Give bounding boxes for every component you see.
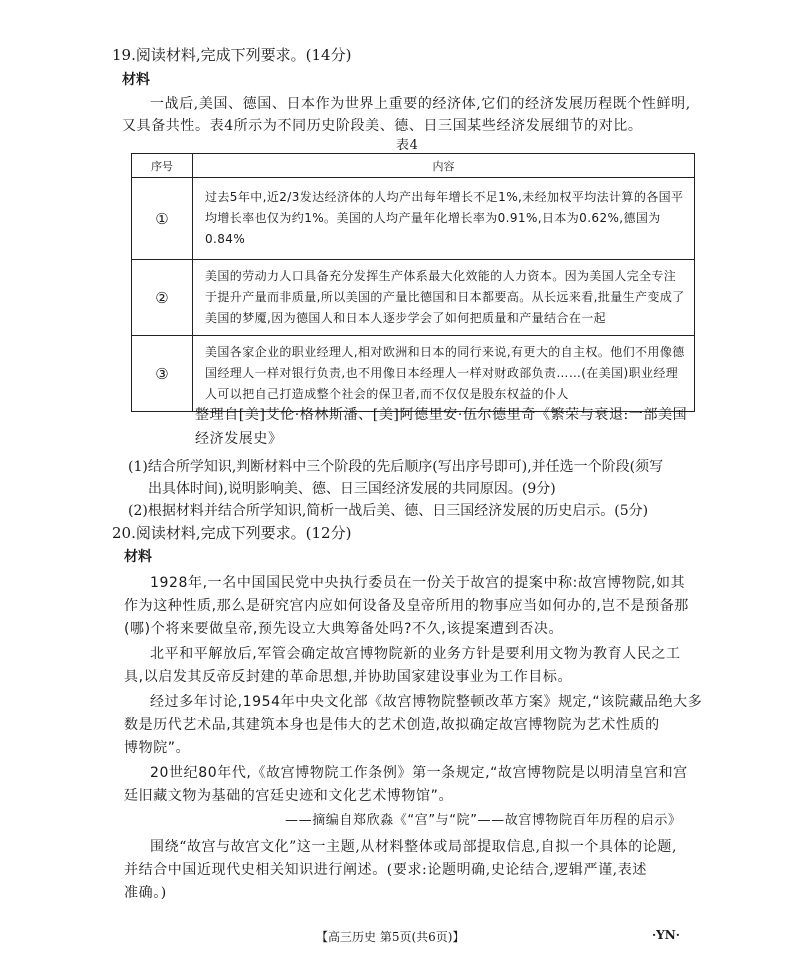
q20-task-line: 并结合中国近现代史相关知识进行阐述。(要求:论题明确,史论结合,逻辑严谨,表述 (124, 862, 647, 878)
row-number: ③ (132, 336, 193, 412)
column-header-number: 序号 (132, 154, 193, 178)
q20-paragraph-line: 20世纪80年代,《故宫博物院工作条例》第一条规定,“故宫博物院是以明清皇宫和宫 (150, 765, 688, 781)
exam-code: ·YN· (652, 928, 680, 942)
q20-paragraph-line: 北平和平解放后,军管会确定故宫博物院新的业务方针是要利用文物为教育人民之工 (150, 646, 681, 662)
table-row (132, 178, 695, 260)
q20-paragraph-line: 作为这种性质,那么是研究宫内应如何设备及皇帝所用的物事应当如何办的,岂不是预备那 (124, 598, 689, 614)
row-content: 美国各家企业的职业经理人,相对欧洲和日本的同行来说,有更大的自主权。他们不用像德国经理人一样对银行负责,也不用像日本经理人一样对财政部负责……(在美国)职业经理人可以把自己打造成整个社会的保卫者,而不仅仅是股东权益的仆人 (193, 336, 695, 412)
q19-source-line: 经济发展史》 (195, 431, 283, 447)
q20-paragraph-line: 博物院”。 (124, 740, 191, 756)
page-footer-label: 【高三历史 第5页(共6页)】 (316, 930, 465, 944)
comparison-table (131, 153, 695, 412)
table-row (132, 260, 695, 336)
sub-question-2: (2)根据材料并结合所学知识,简析一战后美、德、日三国经济发展的历史启示。(5分) (128, 503, 649, 519)
row-number: ② (132, 260, 193, 336)
question-19-title: 19.阅读材料,完成下列要求。(14分) (112, 46, 352, 64)
row-content: 过去5年中,近2/3发达经济体的人均产出每年增长不足1%,未经加权平均法计算的各国平均增长率也仅为约1%。美国的人均产量年化增长率为0.91%,日本为0.62%,德国为0.84% (193, 178, 695, 260)
row-number: ① (132, 178, 193, 260)
q20-paragraph-line: 经过多年讨论,1954年中央文化部《故宫博物院整顿改革方案》规定,“该院藏品绝大多 (150, 694, 703, 710)
q20-paragraph-line: (哪)个将来要做皇帝,预先设立大典筹备处吗?不久,该提案遭到否决。 (124, 621, 564, 637)
table-header-row (132, 154, 695, 178)
q20-paragraph-line: 1928年,一名中国国民党中央执行委员在一份关于故宫的提案中称:故宫博物院,如其 (150, 575, 686, 591)
table-row (132, 336, 695, 412)
q20-paragraph-line: 数是历代艺术品,其建筑本身也是伟大的艺术创造,故拟确定故宫博物院为艺术性质的 (124, 717, 660, 733)
column-header-content: 内容 (193, 154, 695, 178)
q20-paragraph-line: 具,以启发其反帝反封建的革命思想,并协助国家建设事业为工作目标。 (124, 669, 573, 685)
q20-task-line: 准确。) (124, 885, 167, 901)
q20-material-label: 材料 (124, 549, 152, 565)
q20-source-citation: ——摘编自郑欣淼《“宫”与“院”——故宫博物院百年历程的启示》 (285, 813, 682, 828)
sub-question-1: (1)结合所学知识,判断材料中三个阶段的先后顺序(写出序号即可),并任选一个阶段(须写 (128, 459, 664, 475)
q19-intro-line: 又具备共性。表4所示为不同历史阶段美、德、日三国某些经济发展细节的对比。 (122, 118, 643, 134)
row-content: 美国的劳动力人口具备充分发挥生产体系最大化效能的人力资本。因为美国人完全专注于提升产量而非质量,所以美国的产量比德国和日本都要高。从长远来看,批量生产变成了美国的梦魇,因为德国人和日本人逐步学会了如何把质量和产量结合在一起 (193, 260, 695, 336)
q19-material-label: 材料 (122, 72, 150, 88)
q20-task-line: 围绕“故宫与故宫文化”这一主题,从材料整体或局部提取信息,自拟一个具体的论题, (150, 839, 678, 855)
table-caption: 表4 (396, 138, 419, 153)
q19-intro-line: 一战后,美国、德国、日本作为世界上重要的经济体,它们的经济发展历程既个性鲜明, (150, 96, 691, 112)
sub-question-1-cont: 出具体时间),说明影响美、德、日三国经济发展的共同原因。(9分) (148, 481, 556, 497)
q19-source-line: 整理自[美]艾伦·格林斯潘、[美]阿德里安·伍尔德里奇《繁荣与衰退:一部美国 (195, 407, 688, 423)
question-20-title: 20.阅读材料,完成下列要求。(12分) (112, 524, 352, 542)
q20-paragraph-line: 廷旧藏文物为基础的宫廷史迹和文化艺术博物馆”。 (124, 788, 454, 804)
